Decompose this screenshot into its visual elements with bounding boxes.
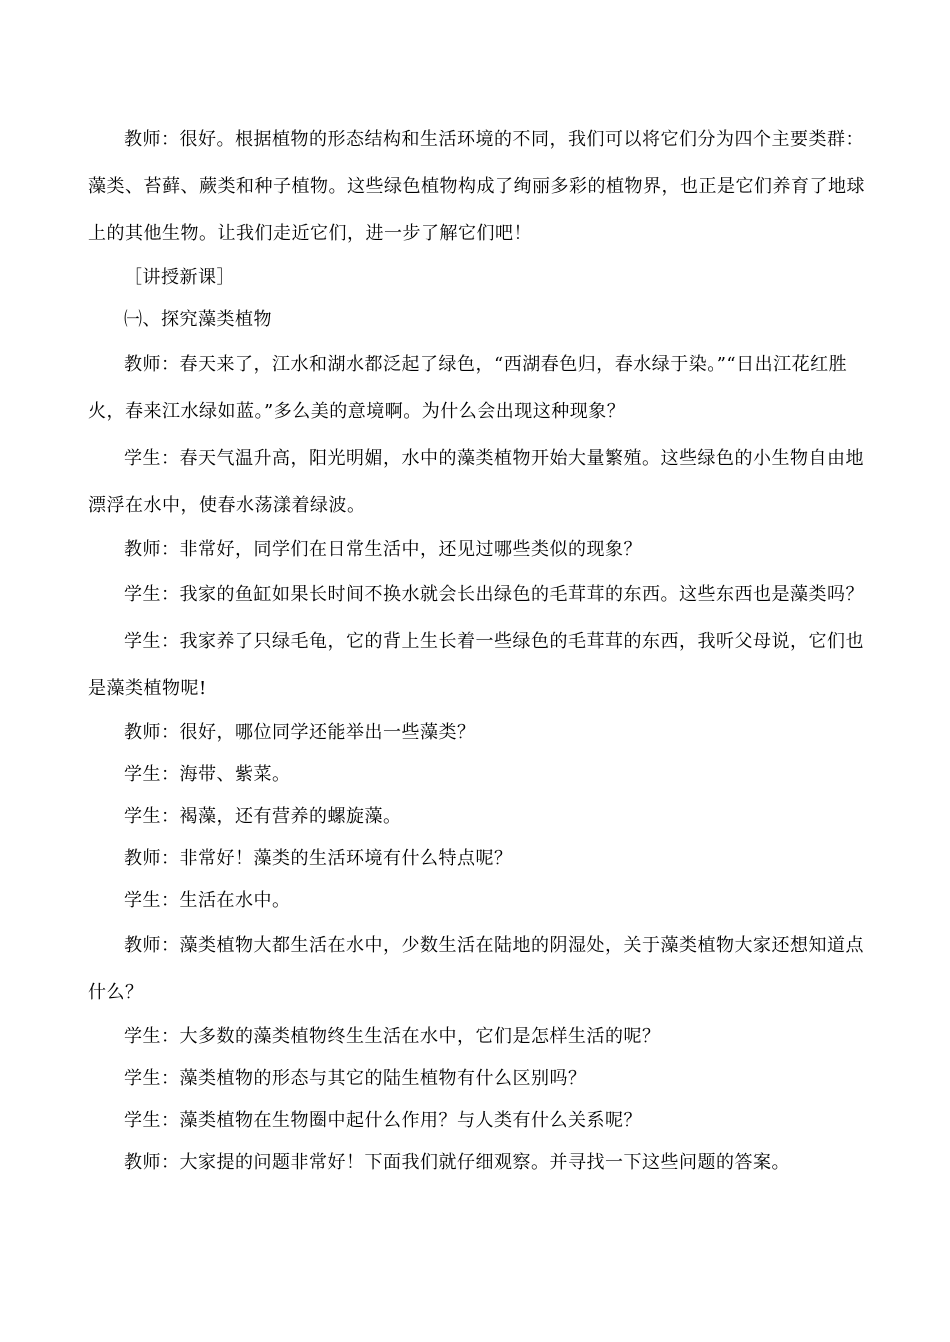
paragraph-teacher-classification: 教师：很好。根据植物的形态结构和生活环境的不同，我们可以将它们分为四个主要类群：藻类、苔藓、蕨类和种子植物。这些绿色植物构成了绚丽多彩的植物界，也正是它们养育了地球上的其他生物。让我们走近它们，进一步了解它们吧！ — [88, 129, 865, 244]
paragraph-student-question-role: 学生：藻类植物在生物圈中起什么作用？与人类有什么关系呢？ — [124, 1110, 642, 1131]
paragraph-student-kelp: 学生：海带、紫菜。 — [124, 764, 291, 785]
section-heading-algae: ㈠、探究藻类植物 — [124, 309, 272, 330]
paragraph-teacher-closing: 教师：大家提的问题非常好！下面我们就仔细观察。并寻找一下这些问题的答案。 — [124, 1152, 790, 1173]
paragraph-student-brown-algae: 学生：褐藻，还有营养的螺旋藻。 — [124, 806, 402, 827]
section-heading-new-lesson: ［讲授新课］ — [124, 267, 235, 288]
paragraph-teacher-similar: 教师：非常好，同学们在日常生活中，还见过哪些类似的现象？ — [124, 539, 642, 560]
paragraph-student-question-life: 学生：大多数的藻类植物终生生活在水中，它们是怎样生活的呢？ — [124, 1026, 661, 1047]
paragraph-student-turtle: 学生：我家养了只绿毛龟，它的背上生长着一些绿色的毛茸茸的东西，我听父母说，它们也是藻类植物呢! — [88, 631, 864, 699]
paragraph-teacher-examples: 教师：很好，哪位同学还能举出一些藻类？ — [124, 722, 476, 743]
paragraph-student-question-form: 学生：藻类植物的形态与其它的陆生植物有什么区别吗？ — [124, 1068, 587, 1089]
paragraph-student-fishtank: 学生：我家的鱼缸如果长时间不换水就会长出绿色的毛茸茸的东西。这些东西也是藻类吗？ — [124, 584, 864, 605]
lesson-content — [88, 116, 868, 1184]
paragraph-teacher-habitat: 教师：藻类植物大都生活在水中，少数生活在陆地的阴湿处，关于藻类植物大家还想知道点什么？ — [88, 935, 864, 1003]
paragraph-student-spring-answer: 学生：春天气温升高，阳光明媚，水中的藻类植物开始大量繁殖。这些绿色的小生物自由地漂浮在水中，使春水荡漾着绿波。 — [88, 448, 864, 516]
paragraph-teacher-spring: 教师：春天来了，江水和湖水都泛起了绿色，“西湖春色归，春水绿于染。”“日出江花红胜火，春来江水绿如蓝。”多么美的意境啊。为什么会出现这种现象？ — [88, 354, 848, 422]
paragraph-student-water: 学生：生活在水中。 — [124, 890, 291, 911]
paragraph-teacher-environment: 教师：非常好！藻类的生活环境有什么特点呢？ — [124, 848, 513, 869]
